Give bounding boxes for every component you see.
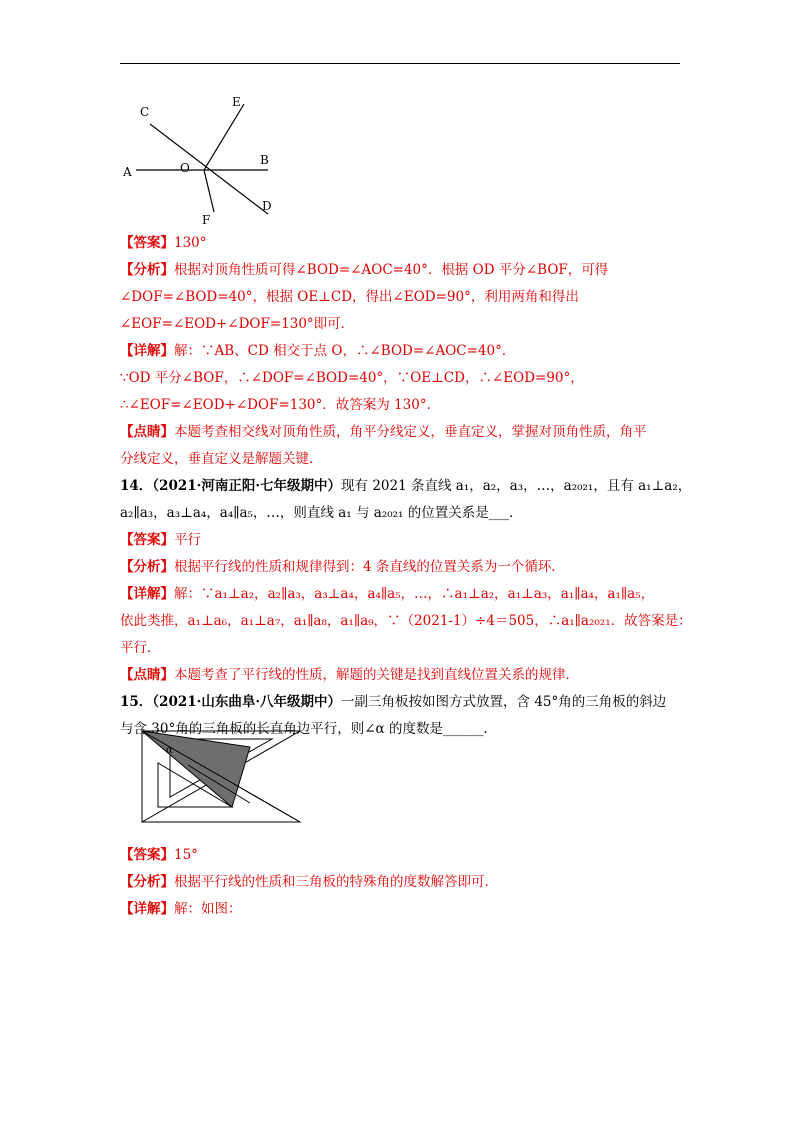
q14-detail-line-2: 依此类推，a₁⊥a₆，a₁⊥a₇，a₁∥a₈，a₁∥a₉，∵（2021-1）÷4＝505，∴a₁∥a₂₀₂₁．故答案是： bbox=[120, 613, 692, 629]
q14-answer-line bbox=[120, 531, 201, 549]
detail-tag: 【详解】 bbox=[120, 586, 174, 602]
answer-tag: 【答案】 bbox=[120, 235, 174, 251]
q15-stem-line-2: 与含 30°角的三角板的长直角边平行，则∠α 的度数是______． bbox=[120, 721, 497, 737]
q14-stem-line-1 bbox=[120, 477, 691, 495]
question-stem: 一副三角板按如图方式放置，含 45°角的三角板的斜边 bbox=[341, 694, 667, 710]
question-source: （2021·河南正阳·七年级期中） bbox=[152, 478, 342, 494]
answer-text: 平行 bbox=[174, 532, 201, 548]
answer-text: 15° bbox=[174, 847, 198, 863]
analysis-tag: 【分析】 bbox=[120, 559, 174, 575]
q13-detail-line-3: ∴∠EOF=∠EOD+∠DOF=130°．故答案为 130°． bbox=[120, 397, 441, 413]
q15-detail-line-1 bbox=[120, 900, 242, 918]
q13-comment-line-1 bbox=[120, 423, 647, 441]
comment-text: 本题考查相交线对顶角性质，角平分线定义，垂直定义，掌握对顶角性质，角平 bbox=[174, 424, 647, 440]
q14-analysis-line-1 bbox=[120, 558, 565, 576]
analysis-text: 根据平行线的性质和规律得到：4 条直线的位置关系为一个循环． bbox=[174, 559, 565, 575]
set-squares-figure bbox=[140, 727, 308, 827]
analysis-tag: 【分析】 bbox=[120, 262, 174, 278]
comment-tag: 【点睛】 bbox=[120, 424, 174, 440]
q13-comment-line-2: 分线定义，垂直定义是解题关键． bbox=[120, 451, 323, 467]
detail-tag: 【详解】 bbox=[120, 901, 174, 917]
q13-analysis-line-2: ∠DOF=∠BOD=40°，根据 OE⊥CD，得出∠EOD=90°，利用两角和得出 bbox=[120, 289, 579, 305]
detail-text: 解：∵a₁⊥a₂，a₂∥a₃，a₃⊥a₄，a₄∥a₅，…，∴a₁⊥a₂，a₁⊥a₃，a₁∥a₄，a₁∥a₅， bbox=[174, 586, 655, 602]
q14-stem-line-2: a₂∥a₃，a₃⊥a₄，a₄∥a₅，…，则直线 a₁ 与 a₂₀₂₁ 的位置关系是___． bbox=[120, 505, 523, 521]
label-c: C bbox=[140, 105, 150, 119]
detail-text: 解：∵AB、CD 相交于点 O，∴∠BOD=∠AOC=40°． bbox=[174, 343, 516, 359]
detail-text: 解：如图： bbox=[174, 901, 242, 917]
q13-detail-line-2: ∵OD 平分∠BOF，∴∠DOF=∠BOD=40°，∵OE⊥CD，∴∠EOD=90°， bbox=[120, 370, 584, 386]
q13-detail-line-1 bbox=[120, 342, 515, 360]
q15-analysis-line-1 bbox=[120, 873, 498, 891]
q13-answer-line bbox=[120, 234, 207, 252]
analysis-text: 根据对顶角性质可得∠BOD=∠AOC=40°．根据 OD 平分∠BOF，可得 bbox=[174, 262, 609, 278]
answer-tag: 【答案】 bbox=[120, 532, 174, 548]
analysis-tag: 【分析】 bbox=[120, 874, 174, 890]
question-source: （2021·山东曲阜·八年级期中） bbox=[152, 694, 342, 710]
label-f: F bbox=[202, 213, 211, 227]
alpha-label: α bbox=[166, 745, 173, 756]
label-a: A bbox=[123, 165, 132, 179]
analysis-text: 根据平行线的性质和三角板的特殊角的度数解答即可． bbox=[174, 874, 498, 890]
q13-analysis-line-3: ∠EOF=∠EOD+∠DOF=130°即可． bbox=[120, 316, 355, 332]
label-e: E bbox=[232, 95, 241, 109]
q15-stem-line-1 bbox=[120, 693, 666, 711]
label-o: O bbox=[180, 161, 190, 175]
comment-text: 本题考查了平行线的性质，解题的关键是找到直线位置关系的规律． bbox=[174, 667, 579, 683]
q13-analysis-line-1 bbox=[120, 261, 608, 279]
answer-tag: 【答案】 bbox=[120, 847, 174, 863]
question-stem: 现有 2021 条直线 a₁，a₂，a₃，…，a₂₀₂₁，且有 a₁⊥a₂， bbox=[341, 478, 692, 494]
answer-text: 130° bbox=[174, 235, 207, 251]
q15-answer-line bbox=[120, 846, 198, 864]
q14-detail-line-1 bbox=[120, 585, 654, 603]
question-number: 14． bbox=[120, 478, 153, 494]
header-rule bbox=[120, 63, 680, 64]
comment-tag: 【点睛】 bbox=[120, 667, 174, 683]
label-d: D bbox=[262, 199, 272, 213]
intersecting-lines-figure bbox=[118, 92, 288, 232]
q14-detail-line-3: 平行． bbox=[120, 640, 161, 656]
q14-comment-line-1 bbox=[120, 666, 579, 684]
label-b: B bbox=[260, 153, 269, 167]
question-number: 15． bbox=[120, 694, 153, 710]
detail-tag: 【详解】 bbox=[120, 343, 174, 359]
